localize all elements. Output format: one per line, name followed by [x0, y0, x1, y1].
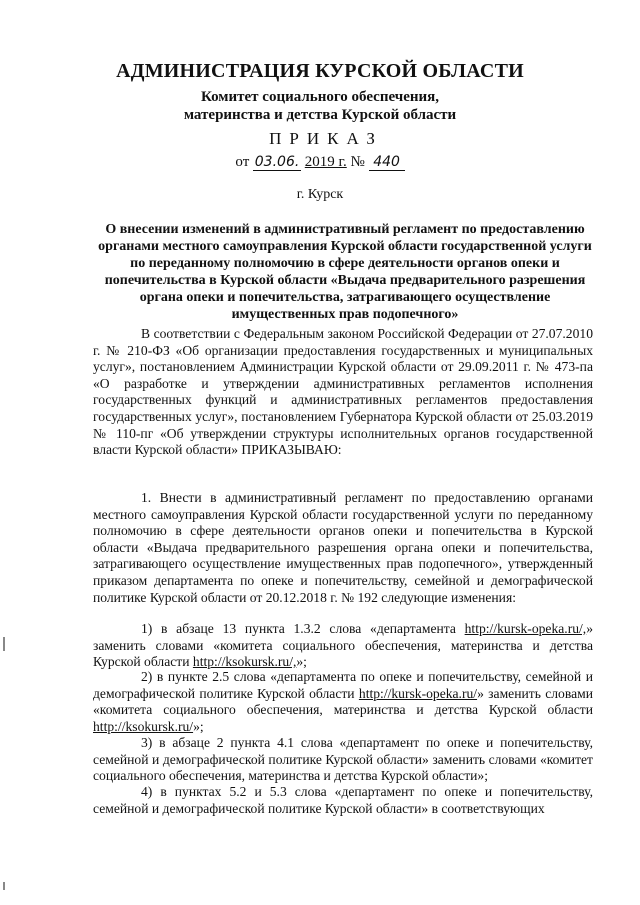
subitem-3-paragraph: 3) в абзаце 2 пункта 4.1 слова «департамент по опеке и попечительству, семейной и демографической политике Курской области» заменить словами «комитет социального обеспечения, материнства и детства Курской области»;	[93, 735, 593, 784]
link-ksokursk-2[interactable]: http://ksokursk.ru/	[93, 718, 194, 734]
scan-edge-mark	[3, 637, 5, 651]
subitem-2-text-a: 2) в пункте 2.5 слова «департамента по опеке и попечительству, семейной и демографической политике Курской области	[93, 669, 593, 701]
committee-line-2: материнства и детства Курской области	[183, 107, 457, 123]
date-prefix: от	[235, 154, 250, 170]
date-year: 2019 г.	[304, 154, 347, 170]
organization-title: АДМИНИСТРАЦИЯ КУРСКОЙ ОБЛАСТИ	[116, 60, 524, 82]
subitem-1-paragraph	[93, 621, 593, 671]
subitem-1-text-a: 1) в абзаце 13 пункта 1.3.2 слова «департамента	[141, 621, 465, 636]
link-ksokursk[interactable]: http://ksokursk.ru/,	[192, 654, 297, 670]
committee-line-1: Комитет социального обеспечения,	[200, 89, 440, 105]
item-1-paragraph: 1. Внести в административный регламент по предоставлению органами местного самоуправления Курской области государственной услуги по переданному полномочию в сфере деятельности органов опеки и попечительства в Курской области «Выдача предварительного разрешения органа опеки и попечительства, затрагивающего осуществление имущественных прав подопечного», утвержденный приказом департамента по опеке и попечительству, семейной и демографической политике Курской области от 20.12.2018 г. № 192 следующие изменения:	[93, 490, 593, 605]
handwritten-number: 440	[369, 155, 405, 171]
preamble-paragraph: В соответствии с Федеральным законом Российской Федерации от 27.07.2010 г. № 210-ФЗ «Об организации предоставления государственных и муниципальных услуг», постановлением Администрации Курской области от 29.09.2011 г. № 473-па «О разработке и утверждении административных регламентов исполнения государственных функций и административных регламентов предоставления государственных услуг», постановлением Губернатора Курской области от 25.03.2019 № 110-пг «Об утверждении структуры исполнительных органов государственной власти Курской области» ПРИКАЗЫВАЮ:	[93, 326, 593, 458]
subitem-1-text-b: » заменить словами «комитета социального обеспечения, материнства и детства Курской области	[93, 621, 593, 670]
link-kursk-opeka[interactable]: http://kursk-opeka.ru/,	[464, 621, 587, 636]
subitem-2-text-c: »;	[193, 718, 204, 734]
subitem-2-paragraph	[93, 669, 593, 735]
subitem-1-text-c: »;	[296, 654, 307, 670]
scan-edge-mark	[3, 882, 5, 890]
subitem-4-paragraph: 4) в пунктах 5.2 и 5.3 слова «департамент по опеке и попечительству, семейной и демографической политике Курской области» в соответствующих	[93, 784, 593, 816]
city: г. Курск	[296, 187, 344, 202]
handwritten-date: 03.06.	[254, 154, 300, 170]
order-subject: О внесении изменений в административный регламент по предоставлению органами местного самоуправления Курской области государственной услуги по переданному полномочию в сфере деятельности органов опеки и попечительства в Курской области «Выдача предварительного разрешения органа опеки и попечительства, затрагивающего осуществление имущественных прав подопечного»	[98, 222, 592, 322]
date-line	[0, 154, 640, 171]
committee-name	[0, 88, 640, 124]
number-sign: №	[350, 154, 365, 170]
link-kursk-opeka-2[interactable]: http://kursk-opeka.ru/	[358, 685, 478, 701]
document-type: ПРИКАЗ	[269, 129, 383, 148]
subitem-2-text-b: » заменить словами «комитета социального обеспечения, материнства и детства Курской области	[93, 685, 593, 718]
